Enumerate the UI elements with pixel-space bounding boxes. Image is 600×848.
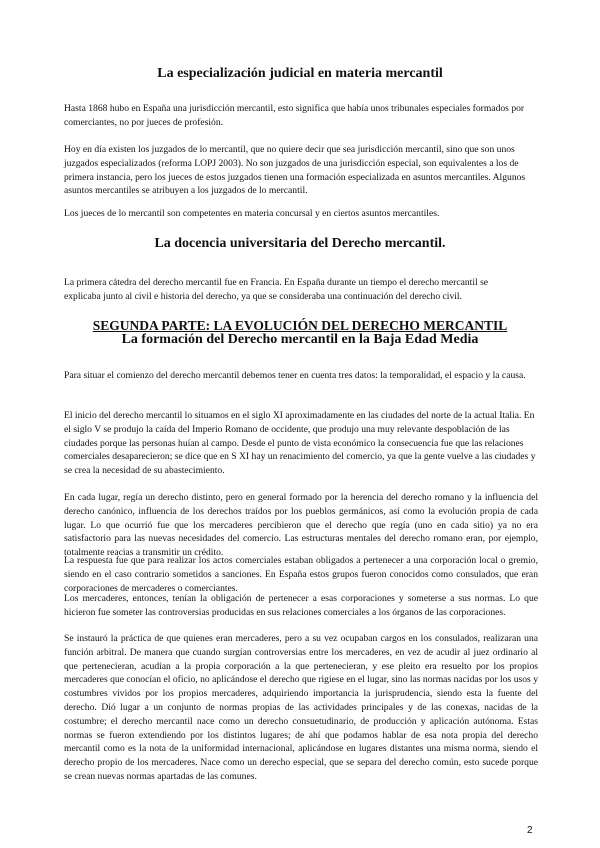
page-number: 2: [527, 825, 533, 836]
paragraph-derecho-distinto: En cada lugar, regía un derecho distinto, pero en general formado por la herencia del derecho romano y la influencia del derecho canónico, influencia de los derechos traídos por los pueblos germánicos, así como la evolución propia de cada lugar. Lo que ocurrió fue que los mercaderes percibieron que el derecho que regía (uno en cada sitio) ya no era satisfactorio para las nuevas necesidades del comercio. Las estructuras mentales del derecho romano eran, por ejemplo, totalmente reacias a transmitir un crédito.: [64, 492, 538, 559]
paragraph-primera-catedra: La primera cátedra del derecho mercantil fue en Francia. En España durante un tiempo el derecho mercantil se explicaba junto al civil e historia del derecho, ya que se consideraba una continuación del derecho civil.: [64, 277, 489, 302]
section-heading-baja-edad-media: La formación del Derecho mercantil en la Baja Edad Media: [121, 332, 479, 347]
paragraph-funcion-arbitral: Se instauró la práctica de que quienes eran mercaderes, pero a su vez ocupaban cargos en los consulados, realizaran una función arbitral. De manera que cuando surgían controversias entre los mercaderes, en vez de acudir al juez ordinario al que pertenecieran, acudían a la propia corporación a la que pertenecieran, y ese pleito era resuelto por los propios mercaderes que conocían el oficio, no aplicándose el derecho que rigiese en el lugar, sino las normas nacidas por los usos y costumbres vividos por los propios mercaderes, adquiriendo importancia la jurisprudencia, siendo esta la fuente del derecho. Dió lugar a un conjunto de normas propias de las actividades principales y de las conexas, nacidas de la costumbre; el derecho mercantil nace como un derecho consuetudinario, de producción y aplicación autónoma. Estas normas se fueron extendiendo por los distintos lugares; de ahí que podamos hablar de esa nota propia del derecho mercantil como es la nota de la uniformidad internacional, aplicándose en lugares distantes una misma norma, siendo el derecho propio de los mercaderes. Nace como un derecho especial, que se separa del derecho común, esto sucede porque se crean nuevas normas apartadas de las comunes.: [64, 633, 538, 782]
part-heading: SEGUNDA PARTE: LA EVOLUCIÓN DEL DERECHO MERCANTIL: [92, 318, 508, 333]
section-heading-docencia: La docencia universitaria del Derecho mercantil.: [154, 236, 446, 251]
paragraph-mercaderes-obligacion: Los mercaderes, entonces, tenían la obligación de pertenecer a esas corporaciones y someterse a sus normas. Lo que hicieron fue someter las controversias producidas en sus relaciones comerciales a los órganos de las corporaciones.: [64, 593, 538, 618]
paragraph-respuesta-corporacion: La respuesta fue que para realizar los actos comerciales estaban obligados a pertenecer a una corporación local o gremio, siendo en el caso contrario sometidos a sanciones. En España estos grupos fueron conocidos como consulados, que eran corporaciones de mercaderes o comerciantes.: [64, 555, 538, 594]
paragraph-situar-comienzo: Para situar el comienzo del derecho mercantil debemos tener en cuenta tres datos: la temporalidad, el espacio y la causa.: [64, 370, 526, 381]
paragraph-jurisdiccion-1868: Hasta 1868 hubo en España una jurisdicción mercantil, esto significa que había unos tribunales especiales formados por comerciantes, no por jueces de profesión.: [64, 103, 525, 128]
paragraph-juzgados-mercantil: Hoy en día existen los juzgados de lo mercantil, que no quiere decir que sea jurisdicción mercantil, sino que son unos juzgados especializados (reforma LOPJ 2003). No son juzgados de una jurisdicción especial, son equivalentes a los de primera instancia, pero los jueces de estos juzgados tienen una formación especializada en asuntos mercantiles. Algunos asuntos mercantiles se atribuyen a los juzgados de lo mercantil.: [64, 144, 526, 197]
paragraph-inicio-siglo-xi: El inicio del derecho mercantil lo situamos en el siglo XI aproximadamente en las ciudades del norte de la actual Italia. En el siglo V se produjo la caída del Imperio Romano de occidente, que produjo una muy relevante despoblación de las ciudades porque las personas huían al campo. Desde el punto de vista económico la consecuencia fue que las relaciones comerciales desaparecieron; se dice que en S XI hay un renacimiento del comercio, ya que la gente vuelve a las ciudades y se crea la necesidad de su abastecimiento.: [64, 410, 536, 477]
paragraph-jueces-competentes: Los jueces de lo mercantil son competentes en materia concursal y en ciertos asuntos mercantiles.: [64, 208, 440, 219]
section-heading-judicial: La especialización judicial en materia mercantil: [157, 66, 443, 81]
